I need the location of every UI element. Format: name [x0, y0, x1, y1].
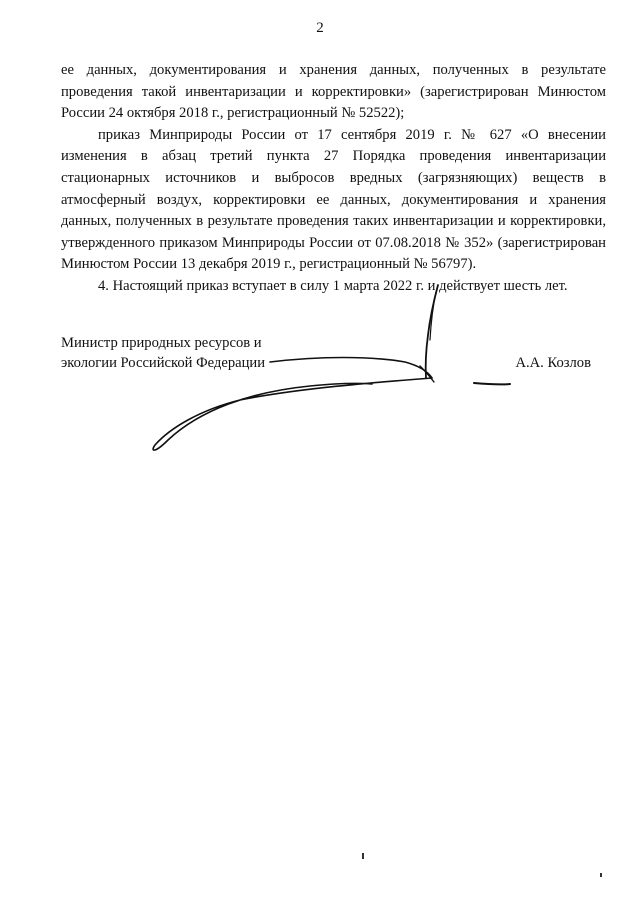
paragraph-order-627: приказ Минприроды России от 17 сентября 2019 г. № 627 «О внесении изменения в абзац третий пункта 27 Порядка проведения инвентаризации стационарных источников и выбросов вредных (загрязняющих) веществ в атмосферный воздух, корректировки ее данных, документирования и хранения данных, полученных в результате проведения таких инвентаризации и корректировки, утвержденного приказом Минприроды России от 07.08.2018 № 352» (зарегистрирован Минюстом России 13 декабря 2019 г., регистрационный № 56797). [61, 126, 606, 273]
document-body [61, 60, 606, 298]
signature-block [61, 333, 606, 393]
paragraph-continuation: ее данных, документирования и хранения данных, полученных в результате проведения такой инвентаризации и корректировки» (зарегистрирован Минюстом России 24 октября 2018 г., регистрационный № 52522); [61, 62, 606, 122]
paragraph-effective-date: 4. Настоящий приказ вступает в силу 1 марта 2022 г. и действует шесть лет. [98, 277, 568, 294]
page-number: 2 [316, 20, 324, 36]
signer-position-line-1: Министр природных ресурсов и [61, 335, 262, 351]
scan-speck [362, 853, 364, 859]
signer-position-line-2: экологии Российской Федерации [61, 355, 266, 371]
signer-name: А.А. Козлов [515, 355, 591, 371]
scan-speck [600, 873, 602, 877]
signer-position [61, 333, 361, 373]
